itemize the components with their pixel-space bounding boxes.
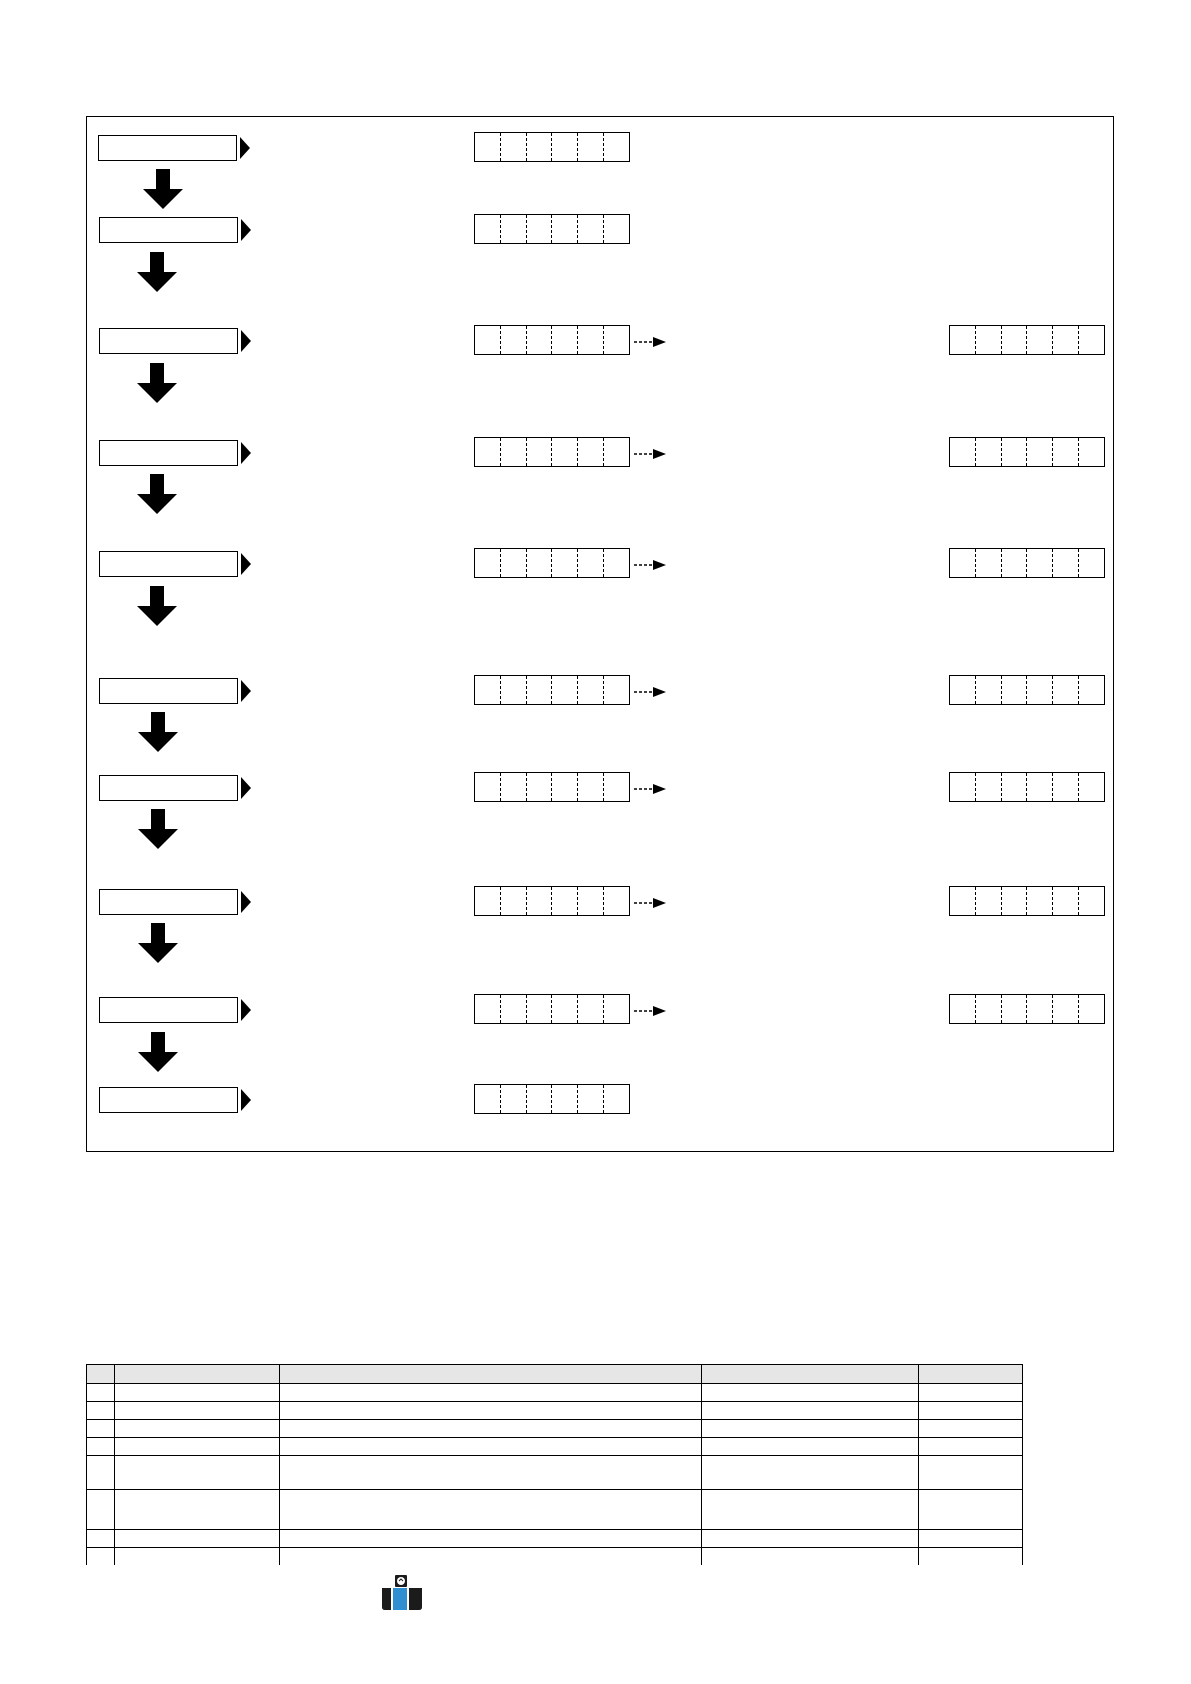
pointer-triangle-icon — [241, 777, 251, 799]
pointer-triangle-icon — [241, 891, 251, 913]
digit-cell — [552, 773, 578, 801]
digit-cell — [527, 215, 553, 243]
down-arrow-icon — [138, 809, 178, 849]
digit-cell — [1053, 549, 1079, 577]
down-arrow-icon — [137, 363, 177, 403]
down-arrow-icon — [137, 586, 177, 626]
table-cell — [280, 1402, 702, 1420]
digit-cell — [552, 549, 578, 577]
manufacturer-logo-icon — [381, 1574, 423, 1614]
table-row — [87, 1438, 1023, 1456]
digit-cell — [1053, 676, 1079, 704]
digit-cell — [527, 133, 553, 161]
digit-display — [474, 325, 630, 355]
digit-cell — [475, 549, 501, 577]
digit-cell — [1027, 773, 1053, 801]
digit-cell — [501, 887, 527, 915]
dashed-arrow-icon — [633, 336, 667, 348]
pointer-triangle-icon — [241, 330, 251, 352]
digit-cell — [1027, 995, 1053, 1023]
digit-cell — [475, 133, 501, 161]
dashed-arrow-icon — [633, 897, 667, 909]
dashed-arrow-icon — [633, 448, 667, 460]
digit-cell — [950, 887, 976, 915]
pointer-triangle-icon — [241, 442, 251, 464]
down-arrow-icon — [143, 169, 183, 209]
programming-sequence-diagram — [86, 116, 1114, 1152]
down-arrow-icon — [138, 712, 178, 752]
digit-cell — [1053, 773, 1079, 801]
table-header-cell — [702, 1365, 919, 1384]
digit-cell — [552, 1085, 578, 1113]
table-cell — [702, 1438, 919, 1456]
digit-cell — [1027, 326, 1053, 354]
digit-cell — [976, 549, 1002, 577]
table-header-cell — [919, 1365, 1023, 1384]
table-cell — [115, 1530, 280, 1548]
digit-cell — [1002, 549, 1028, 577]
dashed-arrow-icon — [633, 783, 667, 795]
digit-cell — [527, 773, 553, 801]
digit-cell — [475, 676, 501, 704]
table-cell — [115, 1402, 280, 1420]
table-cell — [280, 1438, 702, 1456]
digit-cell — [976, 887, 1002, 915]
digit-cell — [527, 887, 553, 915]
table-cell — [919, 1530, 1023, 1548]
table-cell — [919, 1490, 1023, 1530]
table-row — [87, 1420, 1023, 1438]
digit-cell — [1002, 326, 1028, 354]
digit-cell — [1027, 887, 1053, 915]
table-cell — [87, 1384, 115, 1402]
step-label-box — [99, 889, 238, 915]
table-cell — [702, 1490, 919, 1530]
table-header-cell — [280, 1365, 702, 1384]
table-cell — [702, 1384, 919, 1402]
table-cell — [115, 1420, 280, 1438]
digit-cell — [501, 215, 527, 243]
digit-display — [474, 994, 630, 1024]
digit-cell — [501, 326, 527, 354]
table-cell — [115, 1456, 280, 1490]
step-label-box — [99, 328, 238, 354]
table-cell — [919, 1438, 1023, 1456]
step-label-box — [99, 551, 238, 577]
digit-cell — [976, 995, 1002, 1023]
digit-cell — [1027, 438, 1053, 466]
digit-cell — [976, 773, 1002, 801]
table-cell — [280, 1420, 702, 1438]
digit-cell — [501, 438, 527, 466]
pointer-triangle-icon — [240, 137, 250, 159]
digit-cell — [950, 549, 976, 577]
digit-cell — [578, 215, 604, 243]
digit-cell — [1027, 549, 1053, 577]
dashed-arrow-icon — [633, 686, 667, 698]
table-row — [87, 1384, 1023, 1402]
digit-cell — [976, 438, 1002, 466]
step-label-box — [98, 135, 237, 161]
digit-display — [474, 675, 630, 705]
pointer-triangle-icon — [241, 1089, 251, 1111]
digit-cell — [976, 676, 1002, 704]
table-row — [87, 1490, 1023, 1530]
digit-cell — [501, 676, 527, 704]
digit-cell — [552, 326, 578, 354]
digit-cell — [1079, 773, 1104, 801]
digit-cell — [1002, 773, 1028, 801]
table-cell — [702, 1402, 919, 1420]
step-label-box — [99, 217, 238, 243]
table-cell — [87, 1438, 115, 1456]
digit-cell — [604, 133, 629, 161]
digit-cell — [604, 773, 629, 801]
table-header-cell — [115, 1365, 280, 1384]
table-cell — [919, 1384, 1023, 1402]
digit-cell — [527, 676, 553, 704]
digit-cell — [1079, 887, 1104, 915]
table-cell — [702, 1530, 919, 1548]
dashed-arrow-icon — [633, 559, 667, 571]
digit-cell — [1002, 676, 1028, 704]
digit-cell — [475, 326, 501, 354]
pointer-triangle-icon — [241, 680, 251, 702]
table-cell — [702, 1420, 919, 1438]
table-row — [87, 1530, 1023, 1548]
table-cell — [87, 1402, 115, 1420]
digit-cell — [1002, 995, 1028, 1023]
digit-cell — [501, 549, 527, 577]
step-label-box — [99, 997, 238, 1023]
digit-display — [474, 548, 630, 578]
digit-cell — [1079, 549, 1104, 577]
digit-cell — [552, 215, 578, 243]
digit-display — [474, 437, 630, 467]
digit-cell — [578, 438, 604, 466]
digit-cell — [1053, 326, 1079, 354]
digit-cell — [475, 773, 501, 801]
table-cell — [702, 1456, 919, 1490]
digit-cell — [950, 995, 976, 1023]
table-cell — [280, 1530, 702, 1548]
digit-cell — [552, 995, 578, 1023]
digit-display — [949, 886, 1105, 916]
digit-cell — [578, 133, 604, 161]
digit-cell — [1079, 676, 1104, 704]
step-label-box — [99, 678, 238, 704]
digit-cell — [578, 549, 604, 577]
digit-display — [949, 437, 1105, 467]
digit-cell — [527, 549, 553, 577]
table-header-cell — [87, 1365, 115, 1384]
digit-cell — [552, 438, 578, 466]
digit-cell — [552, 676, 578, 704]
digit-display — [949, 325, 1105, 355]
digit-cell — [950, 676, 976, 704]
digit-cell — [1002, 438, 1028, 466]
step-label-box — [99, 775, 238, 801]
digit-cell — [950, 326, 976, 354]
digit-cell — [1002, 887, 1028, 915]
digit-display — [474, 132, 630, 162]
table-cell — [280, 1490, 702, 1530]
table-cell — [919, 1402, 1023, 1420]
table-cell — [280, 1456, 702, 1490]
digit-cell — [475, 1085, 501, 1113]
digit-cell — [552, 887, 578, 915]
table-row — [87, 1402, 1023, 1420]
digit-cell — [604, 326, 629, 354]
digit-cell — [950, 438, 976, 466]
digit-cell — [501, 995, 527, 1023]
table-cell — [87, 1420, 115, 1438]
digit-cell — [578, 676, 604, 704]
digit-cell — [475, 438, 501, 466]
digit-cell — [604, 676, 629, 704]
table-cell — [280, 1384, 702, 1402]
digit-cell — [527, 995, 553, 1023]
digit-cell — [604, 438, 629, 466]
digit-cell — [578, 773, 604, 801]
table-cell — [115, 1490, 280, 1530]
digit-cell — [1053, 995, 1079, 1023]
pointer-triangle-icon — [241, 553, 251, 575]
down-arrow-icon — [137, 474, 177, 514]
digit-cell — [578, 995, 604, 1023]
table-cell — [115, 1384, 280, 1402]
digit-cell — [1079, 326, 1104, 354]
down-arrow-icon — [138, 1032, 178, 1072]
digit-cell — [1027, 676, 1053, 704]
digit-display — [949, 772, 1105, 802]
digit-cell — [604, 1085, 629, 1113]
digit-display — [474, 1084, 630, 1114]
digit-cell — [604, 215, 629, 243]
table-cell — [115, 1438, 280, 1456]
digit-cell — [501, 773, 527, 801]
digit-cell — [578, 887, 604, 915]
digit-cell — [501, 1085, 527, 1113]
digit-display — [949, 675, 1105, 705]
digit-display — [474, 886, 630, 916]
digit-display — [474, 772, 630, 802]
table-cell — [919, 1456, 1023, 1490]
step-label-box — [99, 440, 238, 466]
digit-cell — [1053, 438, 1079, 466]
digit-cell — [475, 215, 501, 243]
pointer-triangle-icon — [241, 219, 251, 241]
table-cell — [87, 1456, 115, 1490]
pointer-triangle-icon — [241, 999, 251, 1021]
digit-cell — [578, 1085, 604, 1113]
digit-cell — [1079, 438, 1104, 466]
step-label-box — [99, 1087, 238, 1113]
digit-cell — [950, 773, 976, 801]
digit-cell — [475, 887, 501, 915]
digit-cell — [604, 549, 629, 577]
digit-cell — [475, 995, 501, 1023]
digit-cell — [578, 326, 604, 354]
table-cell — [87, 1530, 115, 1548]
digit-cell — [604, 995, 629, 1023]
digit-display — [949, 994, 1105, 1024]
digit-cell — [604, 887, 629, 915]
digit-cell — [527, 1085, 553, 1113]
digit-display — [949, 548, 1105, 578]
digit-cell — [1053, 887, 1079, 915]
table-row — [87, 1456, 1023, 1490]
digit-cell — [527, 438, 553, 466]
down-arrow-icon — [138, 923, 178, 963]
digit-cell — [552, 133, 578, 161]
digit-cell — [501, 133, 527, 161]
digit-cell — [527, 326, 553, 354]
digit-cell — [1079, 995, 1104, 1023]
table-header-row — [87, 1365, 1023, 1384]
digit-cell — [976, 326, 1002, 354]
table-cell — [919, 1420, 1023, 1438]
down-arrow-icon — [137, 252, 177, 292]
digit-display — [474, 214, 630, 244]
table-cell — [87, 1490, 115, 1530]
table-cutoff — [80, 1565, 1040, 1575]
dashed-arrow-icon — [633, 1005, 667, 1017]
parts-table — [86, 1364, 1023, 1574]
